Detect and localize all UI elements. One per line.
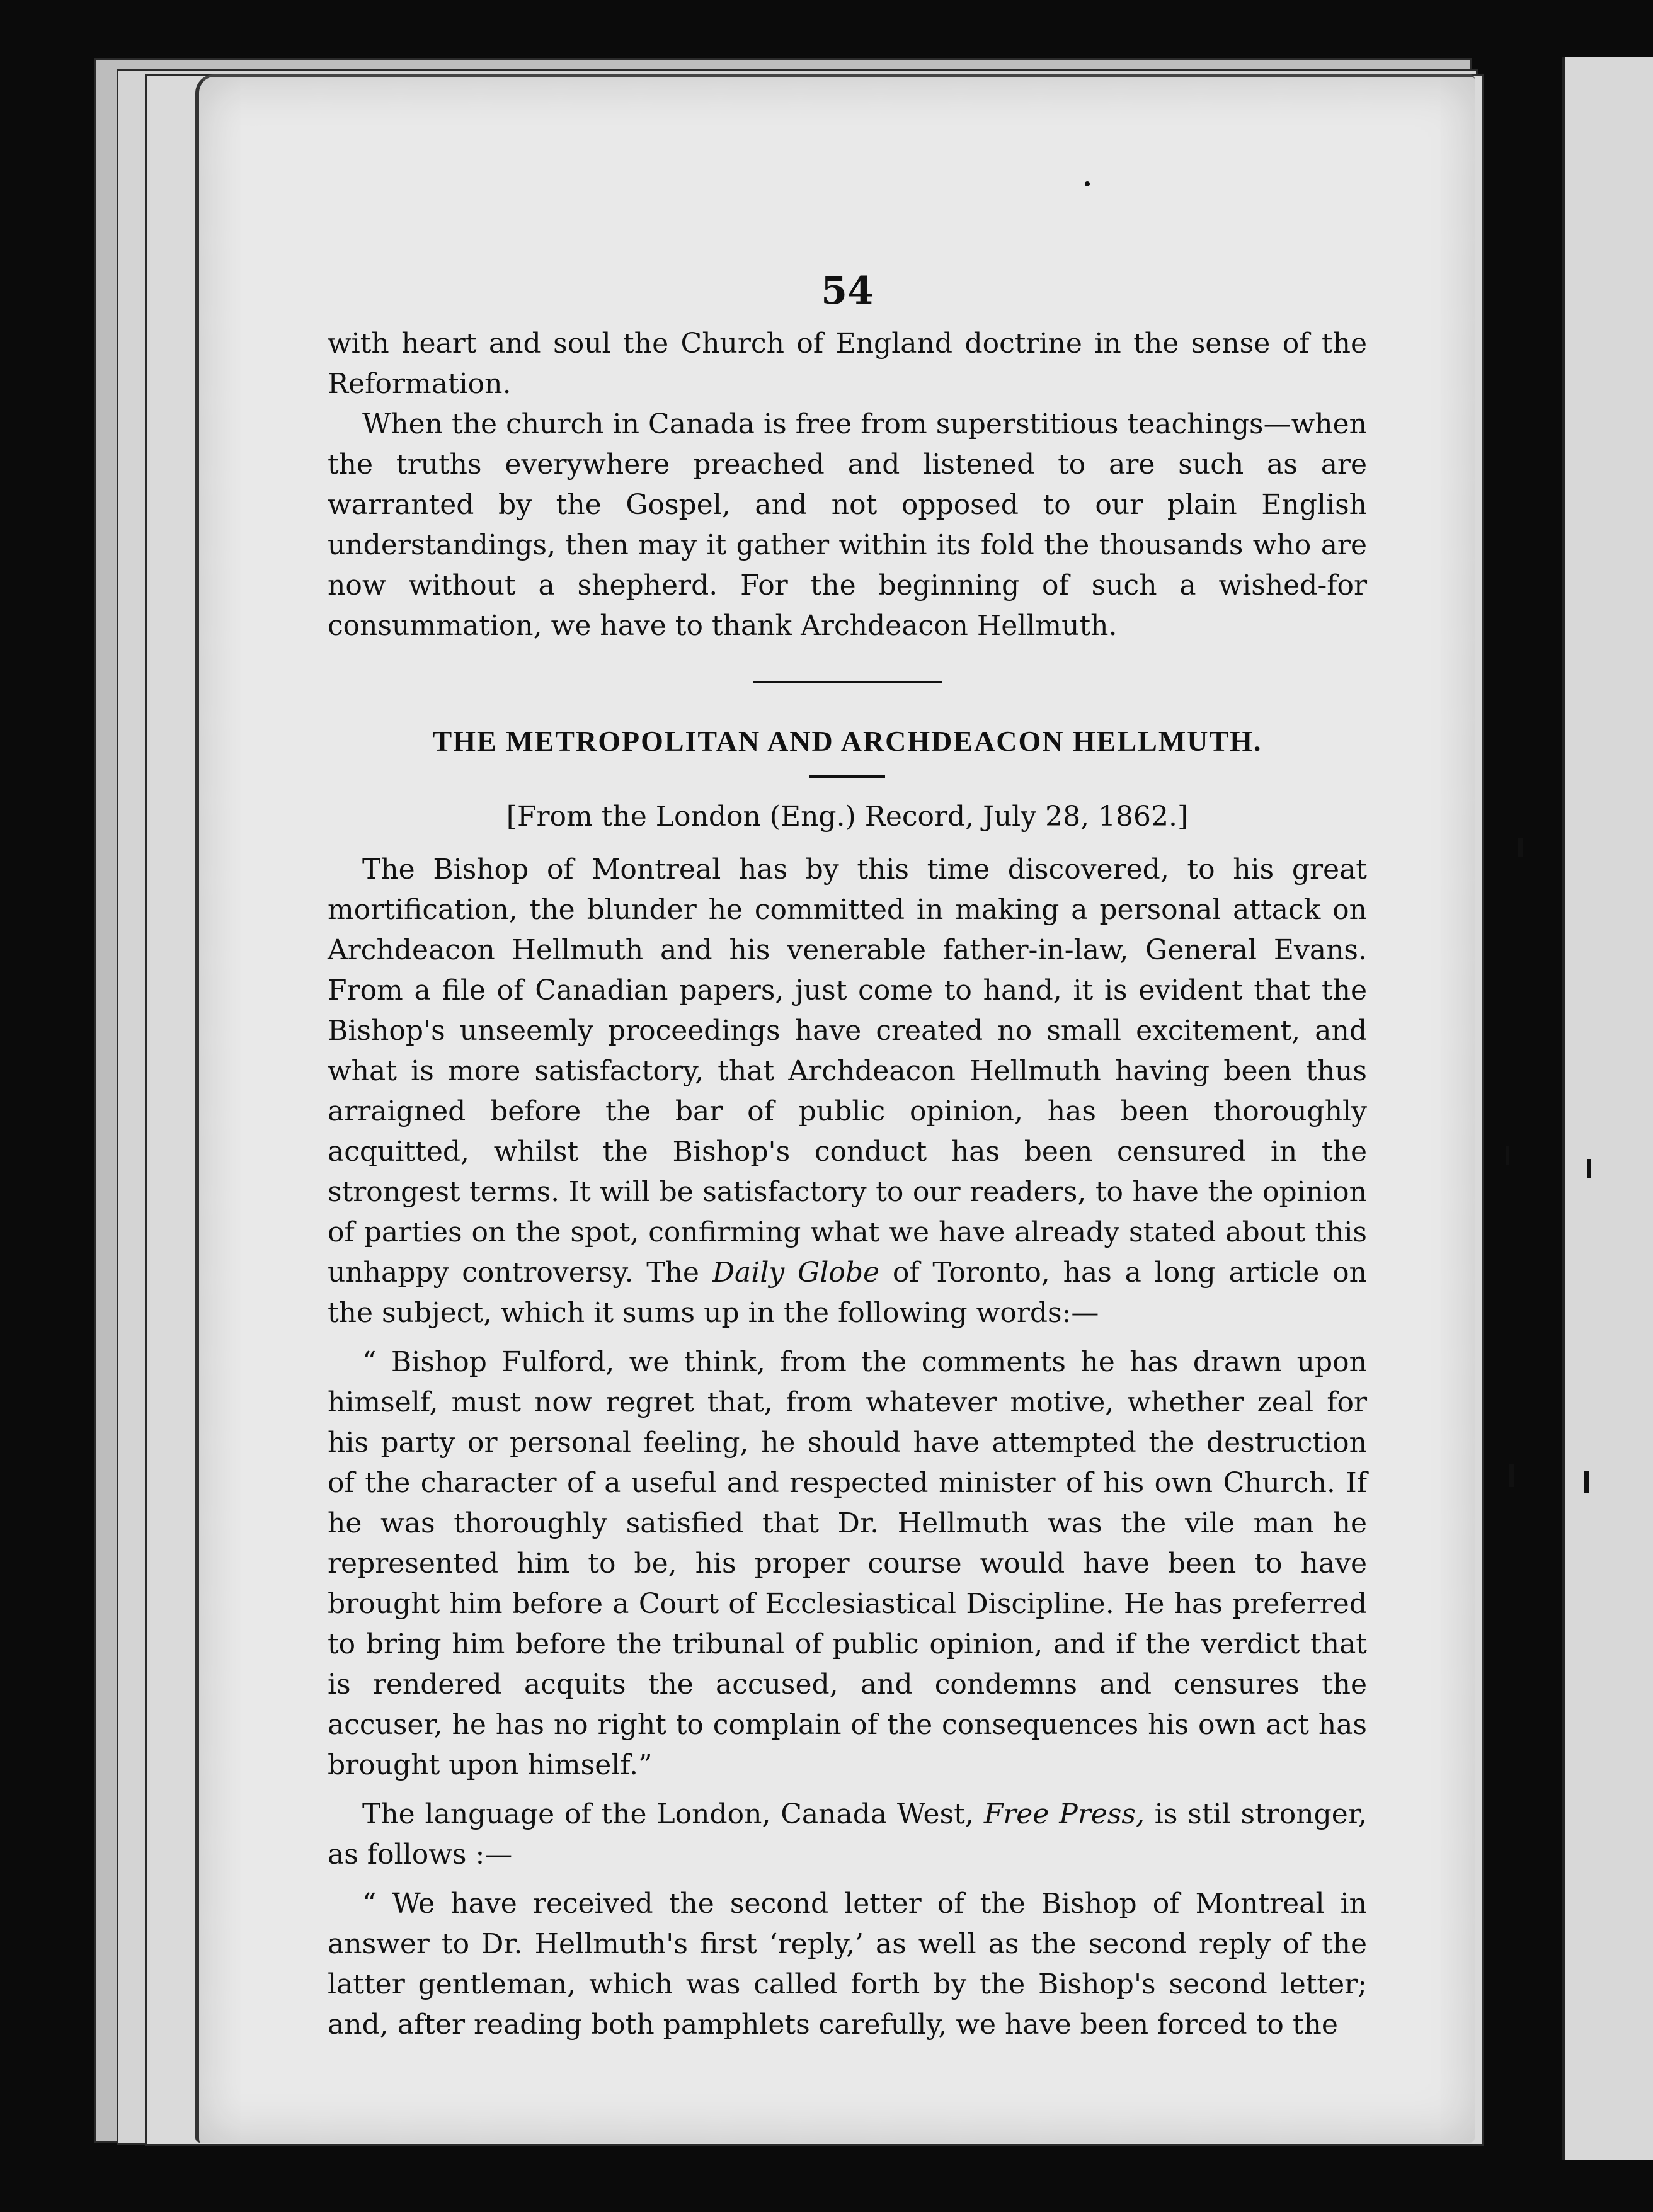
section-divider xyxy=(753,681,942,683)
article-title: THE METROPOLITAN AND ARCHDEACON HELLMUTH. xyxy=(432,725,1262,757)
paragraph-text: is stil stronger, as follows :— xyxy=(328,1798,1367,1871)
article-paragraph xyxy=(328,1794,1367,1875)
quotation: “ We have received the second letter of the Bishop of Montreal in answer to Dr. Hellmuth's first ‘reply,’ as well as the second reply of the latter gentleman, which was called forth by the Bishop's second letter; and, after reading both pamphlets carefully, we have been forced to the xyxy=(328,1888,1367,2041)
intro-paragraph: When the church in Canada is free from superstitious teachings—when the truths everywhere preached and listened to are such as are warranted by the Gospel, and not opposed to our plain English understandings, then may it gather within its fold the thousands who are now without a shepherd. For the beginning of such a wished-for consummation, we have to thank Archdeacon Hellmuth. xyxy=(328,408,1367,642)
quotation: “ Bishop Fulford, we think, from the comments he has drawn upon himself, must now regret that, from whatever motive, whether zeal for his party or personal feeling, he should have attempted the destruction of the character of a useful and respected minister of his own Church. If he was thoroughly satisfied that Dr. Hellmuth was the vile man he represented him to be, his proper course would have been to have brought him before a Court of Ecclesiastical Discipline. He has preferred to bring him before the tribunal of public opinion, and if the verdict that is rendered acquits the accused, and condemns and censures the accuser, he has no right to complain of the consequences his own act has brought upon himself.” xyxy=(328,1346,1367,1781)
adjacent-page-edge xyxy=(1562,57,1653,2160)
scan-speck xyxy=(1085,181,1090,186)
scan-speck xyxy=(1518,838,1523,857)
scan-speck xyxy=(1509,1464,1514,1487)
scan-speck xyxy=(1587,1159,1591,1178)
scan-speck xyxy=(1584,1471,1589,1493)
article-source: [From the London (Eng.) Record, July 28, 1862.] xyxy=(506,801,1189,833)
article-paragraph xyxy=(328,850,1367,1333)
paragraph-text: of Toronto, has a long article on the subject, which it sums up in the following words:— xyxy=(328,1257,1367,1329)
newspaper-name: Daily Globe xyxy=(712,1257,880,1289)
paragraph-text: The language of the London, Canada West, xyxy=(362,1798,974,1830)
intro-paragraph: with heart and soul the Church of England doctrine in the sense of the Reformation. xyxy=(328,328,1367,400)
newspaper-name: Free Press, xyxy=(983,1798,1145,1830)
scan-speck xyxy=(1506,1146,1509,1165)
paragraph-text: The Bishop of Montreal has by this time discovered, to his great mortification, the blunder he committed in making a personal attack on Archdeacon Hellmuth and his venerable father-in-law, General Evans. From a file of Canadian papers, just come to hand, it is evident that the Bishop's unseemly proceedings have created no small excitement, and what is more satisfactory, that Archdeacon Hellmuth having been thus arraigned before the bar of public opinion, has been thoroughly acquitted, whilst the Bishop's conduct has been censured in the strongest terms. It will be satisfactory to our readers, to have the opinion of parties on the spot, confirming what we have already stated about this unhappy controversy. The xyxy=(328,853,1367,1289)
page-text xyxy=(328,271,1367,2045)
page-number: 54 xyxy=(821,269,874,313)
title-underline xyxy=(809,775,885,778)
